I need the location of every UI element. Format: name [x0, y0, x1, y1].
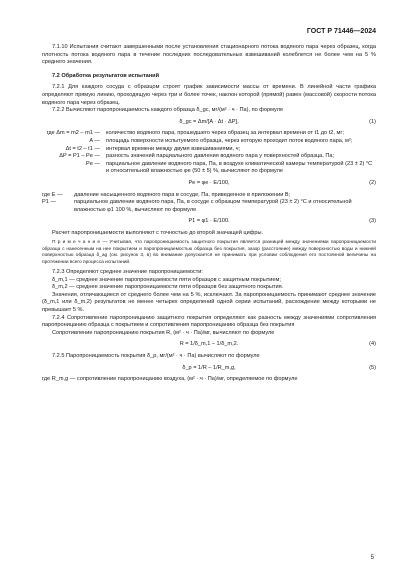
note: П р и м е ч а н и е — Учитывая, что паропроницаемость защитного покрытия является разницей между значениями паропроницаемости образца с нанесенным на нее покрытием и паропроницаемостью образца без покрытия, зазор (расстояние) между поверхностью воды и нижней поверхностью образца δ_ag (см. рисунок 3, в) во внимание допускается не принимать при условии соблюдения его постоянной величины на протяжении всего процесса испытаний.	[42, 240, 376, 265]
formula-1-expression: δ_gc = Δm/[A · Δt · ΔP],	[179, 118, 239, 125]
paragraph-7-2-3: 7.2.3 Определяют среднее значение паропроницаемости:	[52, 269, 203, 276]
formula-4-number: (4)	[369, 341, 376, 348]
formula-4-expression: R = 1/δ_m,1 – 1/δ_m,2.	[179, 341, 239, 348]
definition-symbol: где Δm = m2 – m1 —	[46, 130, 100, 137]
paragraph-7-2-5: 7.2.5 Паропроницаемость покрытия δ_p, мг/(м² · ч · Па) вычисляют по формуле	[52, 353, 260, 360]
formula-3-number: (3)	[369, 218, 376, 225]
formula-3	[42, 218, 376, 226]
definition-symbol: A —	[89, 137, 100, 144]
paragraph-last: где R_m,g — сопротивление паропроницанию воздуха, (м² · ч · Па)/мг, определяемое по формуле	[42, 376, 298, 383]
definition-symbol: Pe —	[86, 160, 100, 167]
section-heading-7-2: 7.2 Обработка результатов испытаний	[52, 72, 160, 79]
definition-text: интервал времени между двумя взвешиваниями, ч;	[106, 145, 241, 152]
page-content	[42, 44, 376, 384]
formula-5	[42, 365, 376, 373]
definition-item	[42, 138, 376, 146]
formula-1	[42, 119, 376, 127]
paragraph-7-2-4: 7.2.4 Сопротивление паропроницанию защитного покрытия определяют как разность между значениями сопротивления паропроницанию образца с покрытием и сопротивления паропроницанию образца без покрытия	[42, 314, 376, 329]
definition-item	[42, 161, 376, 176]
formula-4	[42, 341, 376, 349]
formula-5-expression: δ_p = 1/R – 1/R_m,g,	[182, 364, 236, 371]
paragraph-resistance: Сопротивление паропроницанию покрытия R, (м² · ч · Па)/мг, вычисляют по формуле	[52, 329, 275, 336]
definitions-2	[42, 192, 376, 215]
definitions-1	[42, 130, 376, 176]
paragraph-values: Значения, отличающиеся от среднего более чем на 5 %, исключают. За паропроницаемость принимают среднее значение (δ_m,1 или δ_m,2) результатов не менее четырех определений одной серии испытаний, расхождение между которыми не превышает 5 %.	[42, 291, 376, 314]
definition-item	[42, 192, 376, 200]
definition-text: парциальное давление водяного пара, Па, в сосуде с образцом температурой (23 ± 2) °С и относительной влажностью φ1 100 %, вычисляют по формуле	[74, 199, 352, 213]
definition-symbol: ΔP = P1 – Pe —	[59, 153, 100, 160]
definition-item	[42, 199, 376, 214]
definition-text: парциальное давление водяного пара, Па, в воздухе климатической камеры температурой (23 ± 2) °С и относительной влажностью φe (50 ± 5) %, вычисляют по формуле	[106, 160, 373, 175]
paragraph-mean-2: δ_m,2 — среднее значение паропроницаемости пяти образцов без защитного покрытия.	[52, 284, 284, 291]
page-number: 5	[370, 555, 374, 561]
definition-text: разность значений парциального давления водяного пара у поверхностей образца, Па;	[106, 153, 335, 160]
definition-text: количество водяного пара, прошедшего через образец за интервал времени от t1 до t2, мг;	[106, 130, 344, 137]
formula-1-number: (1)	[369, 118, 376, 125]
formula-2-expression: Pe = φe · E/100,	[188, 179, 230, 186]
definition-symbol: где E —	[42, 191, 63, 198]
definition-symbol: Δt = t2 – t1 —	[65, 145, 100, 152]
paragraph-7-2-2: 7.2.2 Вычисляют паропроницаемость каждого образца δ_gc, мг/(м² · ч · Па), по формуле	[52, 107, 284, 114]
paragraph-mean-1: δ_m,1 — среднее значение паропроницаемости пяти образцов с защитным покрытием;	[52, 276, 281, 283]
definition-text: давление насыщенного водяного пара в сосуде, Па, приведенное в приложении В;	[74, 191, 291, 198]
formula-2	[42, 180, 376, 188]
paragraph-7-2-1: 7.2.1 Для каждого сосуда с образцом строят график зависимости массы от времени. В линейной части графика определяют прямую линию, проходящую через три и более точек, наклон которой (прямой) равен (массовой) скорости потока водяного пара через образец.	[42, 84, 376, 106]
standard-number: ГОСТ Р 71446—2024	[306, 28, 376, 35]
formula-2-number: (2)	[369, 179, 376, 186]
formula-5-number: (5)	[369, 364, 376, 371]
formula-3-expression: P1 = φ1 · E/100.	[188, 218, 230, 225]
definition-text: площадь поверхности испытуемого образца, через которую проходит поток водяного пара, м²;	[106, 137, 353, 144]
definition-item	[42, 153, 376, 161]
definition-symbol: P1 —	[42, 199, 56, 206]
definition-item	[42, 130, 376, 138]
paragraph-7-1-10: 7.1.10 Испытания считают завершенными после установления стационарного потока водяного пара через образец, когда плотность потока водяного пара в течение последних последовательных взвешиваний колеблется не более чем на 5 % среднего значения.	[42, 44, 376, 66]
paragraph-calculation: Расчет паропроницаемости выполняют с точностью до второй значащей цифры.	[52, 229, 264, 236]
definition-item	[42, 146, 376, 154]
